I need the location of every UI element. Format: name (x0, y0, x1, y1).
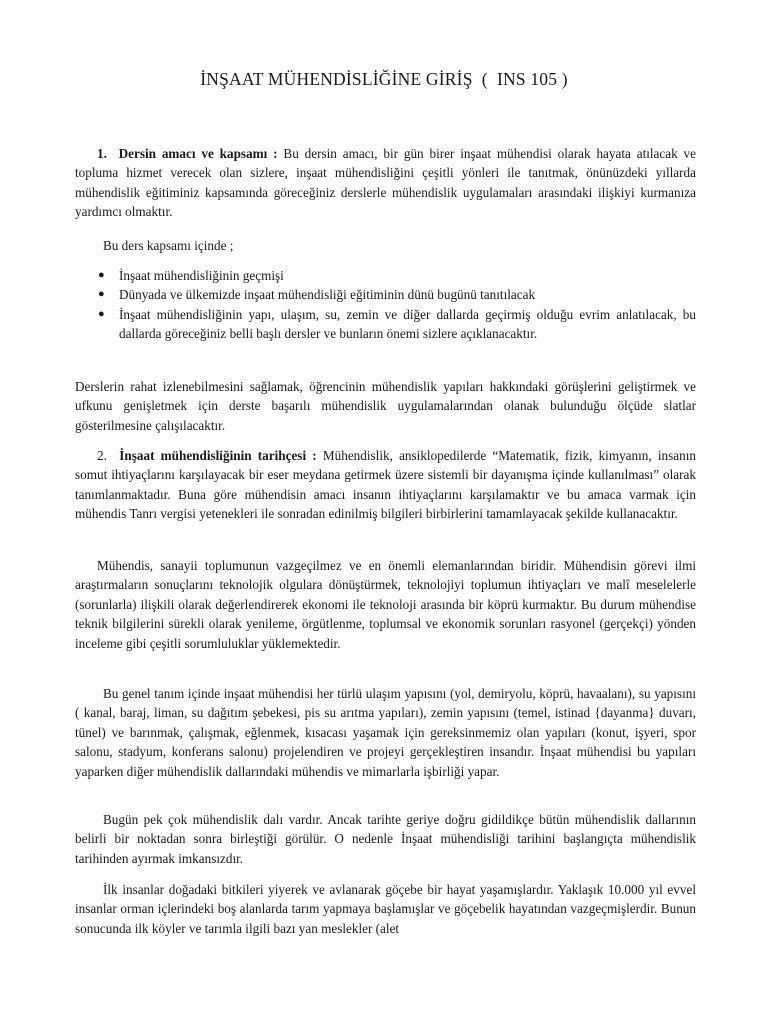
branches-text: Bugün pek çok mühendislik dalı vardır. Ancak tarihte geriye doğru gidildikçe bütün mühendislik dallarının belirli bir noktadan sonra birleştiği görülür. O nedenle İnşaat mühendisliği tarihini başlangıçta mühendislik tarihinden ayırmak imkansızdır. (75, 812, 696, 866)
section-1-heading: Dersin amacı ve kapsamı : (118, 146, 278, 161)
list-item (75, 285, 696, 304)
section-1-number: 1. (97, 146, 107, 161)
scope-bullet-list (75, 266, 696, 344)
bullet-icon: ● (98, 307, 105, 320)
section-1-text (75, 144, 696, 222)
scope-intro-text: Bu ders kapsamı içinde ; (103, 238, 234, 253)
section-2-number: 2. (97, 448, 107, 463)
history-text: İlk insanlar doğadaki bitkileri yiyerek ve avlanarak göçebe bir hayat yaşamışlardır. Yaklaşık 10.000 yıl evvel insanlar orman içlerindeki boş alanlarda tarım yapmaya başlamışlar ve göçebelik hayatından vazgeçmişlerdir. Bunun sonucunda ilk köyler ve tarımla ilgili bazı yan meslekler (alet (75, 882, 696, 936)
document-title: İNŞAAT MÜHENDİSLİĞİNE GİRİŞ ( INS 105 ) (200, 69, 568, 89)
section-2-paragraph (75, 446, 696, 524)
list-item (75, 266, 696, 285)
list-item-text: Dünyada ve ülkemizde inşaat mühendisliği eğitiminin dünü bugünü tanıtılacak (119, 287, 536, 303)
section-2-body: Mühendislik, ansiklopedilerde “Matematik, fizik, kimyanın, insanın somut ihtiyaçlarını karşılayacak bir eser meydana getirmek üzere sistemli bir dayanışma içinde kullanılması” olarak tanımlanmaktadır. Buna göre mühendisin amacı insanın ihtiyaçlarını karşılamaktır ve bu amaca varmak için mühendis Tanrı vergisi yetenekleri ile sonradan edinilmiş bilgileri birbirlerini tamamlayacak şekilde kullanacaktır. (75, 448, 696, 522)
section-1-body: Bu dersin amacı, bir gün birer inşaat mühendisi olarak hayata atılacak ve topluma hizmet verecek olan sizlere, inşaat mühendisliğini çeşitli yönleri ile tanıtmak, önünüzdeki yıllarda mühendislik eğitiminiz kapsamında göreceğiniz derslerle mühendislik uygulamaları arasındaki ilişkiyi kurmanıza yardımcı olmaktır. (75, 146, 697, 220)
civil-engineer-paragraph (75, 684, 696, 781)
bullet-icon: ● (98, 288, 105, 301)
section-2-heading: İnşaat mühendisliğinin tarihçesi : (119, 448, 317, 463)
list-item (75, 305, 696, 344)
engineer-paragraph (75, 556, 696, 653)
civil-engineer-text: Bu genel tanım içinde inşaat mühendisi her türlü ulaşım yapısını (yol, demiryolu, köprü, havaalanı), su yapısını ( kanal, baraj, liman, su dağıtım şebekesi, pis su arıtma yapıları), zemin yapısını (temel, istinad {dayanma} duvarı, tünel) ve barınmak, çalışmak, eğlenmek, kısacası yaşamak için gereksinmemiz olan yapıları (konut, işyeri, spor salonu, stadyum, konferans salonu) projelendiren ve projeyi gerçekleştiren insandır. İnşaat mühendisi bu yapıları yaparken diğer mühendislik dallarındaki mühendis ve mimarlarla işbirliği yapar. (75, 686, 696, 779)
history-paragraph (75, 880, 696, 938)
bullet-icon: ● (98, 269, 105, 281)
list-item-text: İnşaat mühendisliğinin geçmişi (119, 268, 284, 283)
section-2-text (75, 446, 696, 524)
list-item-text: İnşaat mühendisliğinin yapı, ulaşım, su, zemin ve diğer dallarda geçirmiş olduğu evrim anlatılacak, bu dallarda göreceğiniz belli başlı dersler ve bunların önemi sizlere açıklanacaktır. (119, 306, 696, 342)
section-1-paragraph (75, 144, 696, 222)
engineer-text: Mühendis, sanayii toplumunun vazgeçilmez ve en önemli elemanlarından biridir. Mühendisin görevi ilmi araştırmaların sonuçlarını teknolojik olgulara dönüştürmek, teknolojiyi toplumun ihtiyaçları ve malî meselelerle (sorunlarla) ilişkili olarak değerlendirerek ekonomi ile teknoloji arasında bir köprü kurmaktır. Bu durum mühendise teknik bilgilerini sürekli olarak yenileme, örgütlenme, toplumsal ve ekonomik sorunları rasyonel (gerçekçi) yönden inceleme gibi çeşitli sorumluluklar yüklemektedir. (75, 558, 696, 651)
followup-text: Derslerin rahat izlenebilmesini sağlamak, öğrencinin mühendislik yapıları hakkındaki görüşlerini geliştirmek ve ufkunu genişletmek için derste başarılı mühendislik uygulamalarından olanak bulunduğu ölçüde slatlar gösterilmesine çalışılacaktır. (75, 379, 696, 433)
branches-paragraph (75, 810, 696, 868)
scope-intro (75, 236, 696, 255)
followup-paragraph (75, 377, 696, 435)
